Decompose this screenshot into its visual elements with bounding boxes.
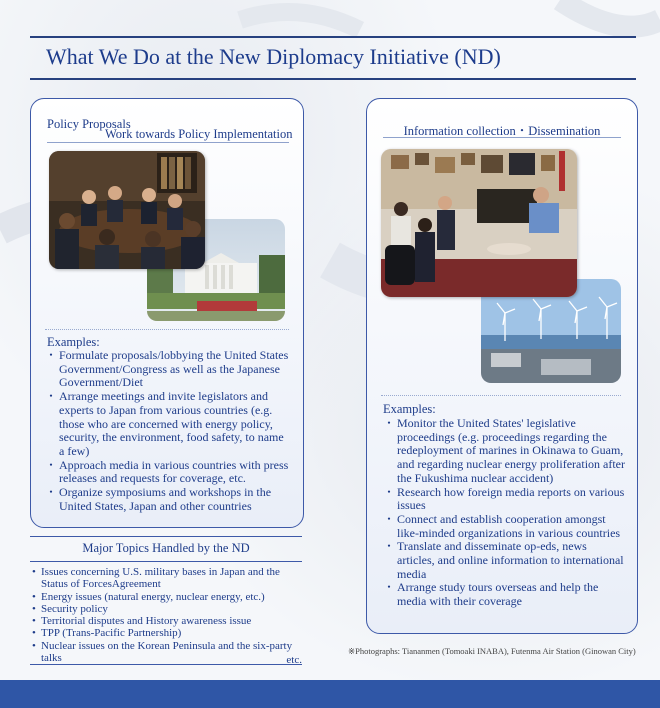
panel-heading-policy-proposals: Policy Proposals [47,117,131,131]
list-item: • Territorial disputes and History awareness issue [32,615,302,627]
list-item: • Security policy [32,603,302,615]
policy-examples-list [47,349,291,513]
list-item: • TPP (Trans-Pacific Partnership) [32,627,302,639]
topics-title: Major Topics Handled by the ND [82,541,250,555]
list-item: ・ Arrange study tours overseas and help the media with their coverage [385,581,625,608]
heading-divider [383,137,621,138]
list-item: ・ Research how foreign media reports on various issues [385,486,625,513]
footer-bar [0,680,660,708]
panel-subheading-policy-implementation: Work towards Policy Implementation [105,127,293,141]
list-item: • Issues concerning U.S. military bases in Japan and the Status of ForcesAgreement [32,566,302,591]
list-item: ・ Organize symposiums and workshops in the United States, Japan and other countries [47,486,291,513]
list-item: ・ Approach media in various countries with press releases and requests for coverage, etc. [47,459,291,486]
examples-divider [45,329,289,330]
topics-title-bar [30,536,302,562]
list-item: • Energy issues (natural energy, nuclear energy, etc.) [32,591,302,603]
title-bar [30,36,636,80]
information-examples-list [385,417,625,609]
examples-label: Examples: [47,335,100,349]
topics-etc: etc. [286,654,302,666]
list-item: • Nuclear issues on the Korean Peninsula and the six-party talks [32,640,302,665]
examples-divider [381,395,621,396]
page-title: What We Do at the New Diplomacy Initiative (ND) [46,44,501,69]
topics-list [32,566,302,664]
examples-label: Examples: [383,402,436,416]
panel-heading-information: Information collection・Dissemination [403,124,601,138]
list-item: ・ Translate and disseminate op-eds, news articles, and online information to international media [385,540,625,581]
office-interview-photo [381,149,577,297]
major-topics-section [30,536,302,666]
meeting-photo [49,151,205,269]
list-item: ・ Connect and establish cooperation amongst like-minded organizations in various countries [385,513,625,540]
policy-proposals-panel [30,98,304,528]
topics-divider [30,664,302,665]
photo-caption: ※Photographs: Tiananmen (Tomoaki INABA), Futenma Air Station (Ginowan City) [348,646,636,656]
information-panel [366,98,638,634]
list-item: ・ Formulate proposals/lobbying the United States Government/Congress as well as the Japanese Government/Diet [47,349,291,390]
list-item: ・ Monitor the United States' legislative proceedings (e.g. proceedings regarding the redeployment of marines in Okinawa to Guam, and regarding nuclear energy proliferation after the Fukushima nuclear accident) [385,417,625,486]
list-item: ・ Arrange meetings and invite legislators and experts to Japan from various countries (e.g. those who are concerned with energy policy, security, the environment, food safety, to name a few) [47,390,291,459]
heading-divider [47,142,289,143]
